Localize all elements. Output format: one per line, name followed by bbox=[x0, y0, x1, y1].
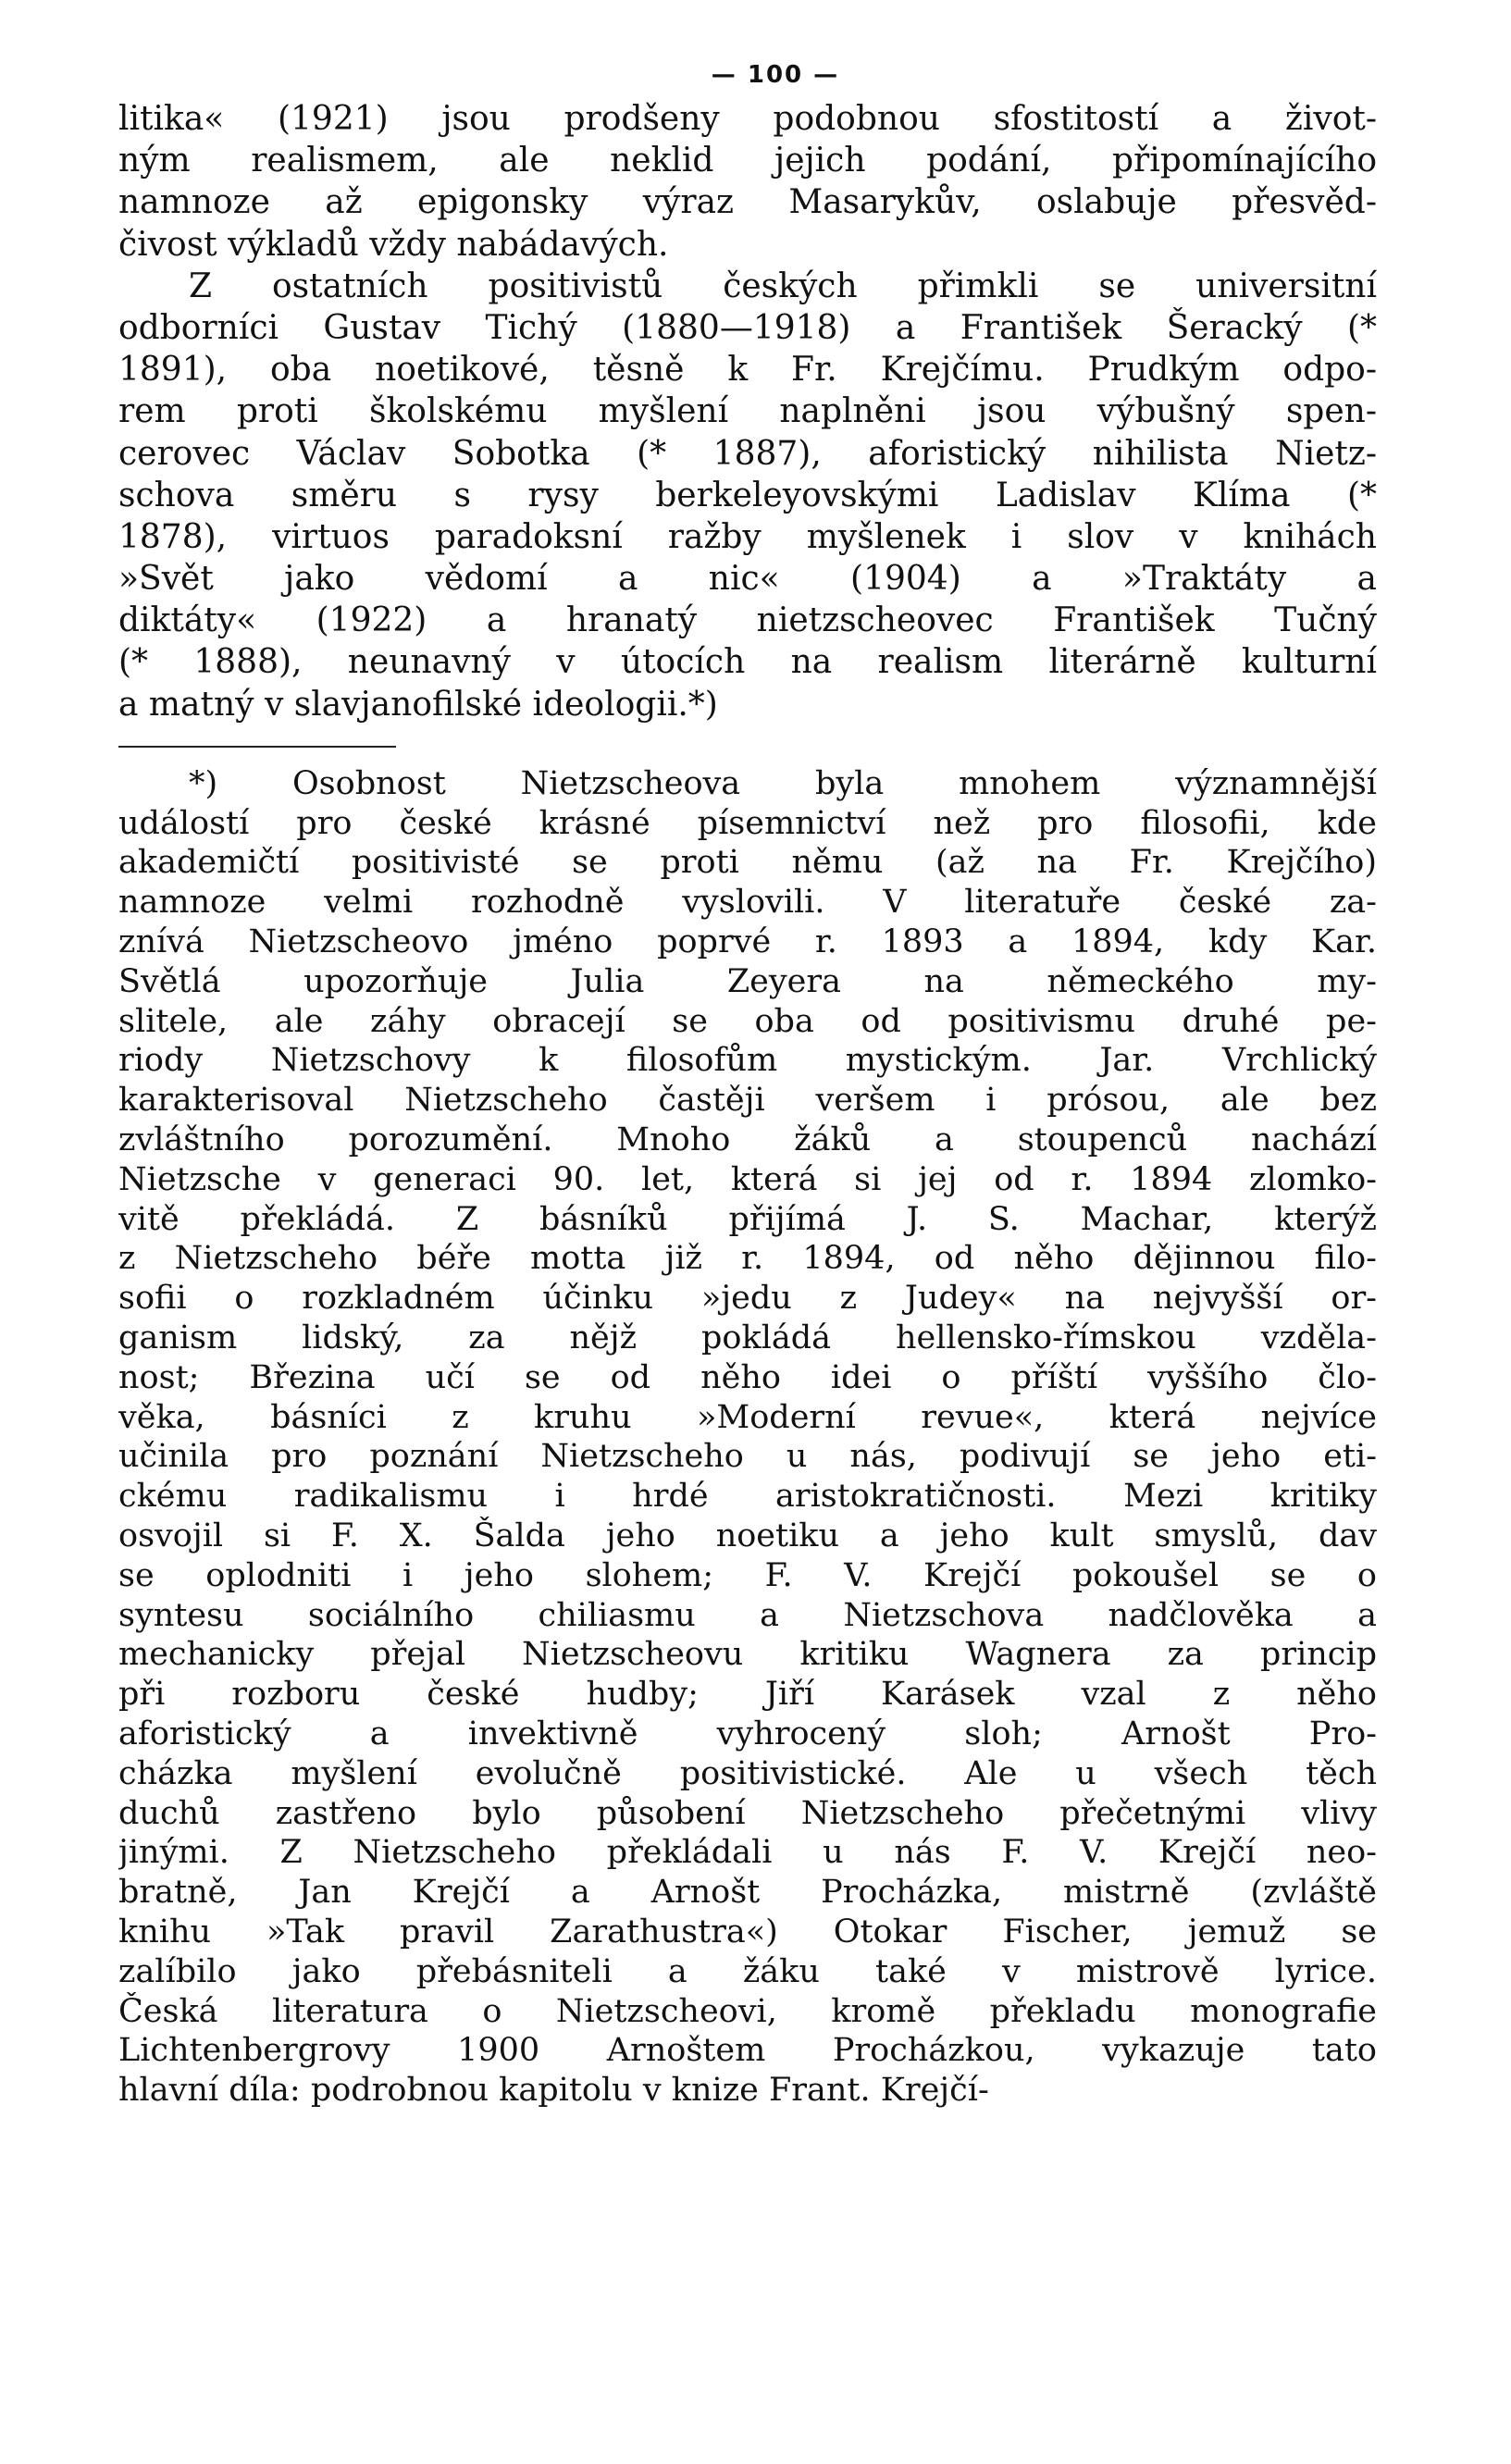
text-line: a matný v slavjanofilské ideologii.*) bbox=[118, 685, 718, 724]
text-line: cerovec Václav Sobotka (* 1887), aforistický nihilista Nietz- bbox=[118, 434, 1377, 473]
footnote-line: knihu »Tak pravil Zarathustra«) Otokar Fischer, jemuž se bbox=[118, 1913, 1377, 1950]
footnote-line: ganism lidský, za nějž pokládá hellensko-římskou vzděla- bbox=[118, 1319, 1377, 1356]
footnote-line: Nietzsche v generaci 90. let, která si jej od r. 1894 zlomko- bbox=[118, 1160, 1377, 1198]
text-line: (* 1888), neunavný v útocích na realism literárně kulturní bbox=[118, 643, 1377, 682]
footnote-line: se oplodniti i jeho slohem; F. V. Krejčí pokoušel se o bbox=[118, 1556, 1377, 1594]
text-line: ným realismem, ale neklid jejich podání, připomínajícího bbox=[118, 142, 1377, 180]
text-line: rem proti školskému myšlení naplněni jsou výbušný spen- bbox=[118, 392, 1377, 431]
text-line: odborníci Gustav Tichý (1880—1918) a František Šeracký (* bbox=[118, 308, 1377, 347]
footnote-line: nost; Březina učí se od něho idei o příští vyššího člo- bbox=[118, 1358, 1377, 1396]
text-line: čivost výkladů vždy nabádavých. bbox=[118, 225, 669, 264]
footnote-line: Lichtenbergrovy 1900 Arnoštem Procházkou, vykazuje tato bbox=[118, 2032, 1377, 2070]
footnote-line: hlavní díla: podrobnou kapitolu v knize Frant. Krejčí- bbox=[118, 2072, 989, 2110]
footnote-line: cházka myšlení evolučně positivistické. Ale u všech těch bbox=[118, 1754, 1377, 1792]
footnote-line: znívá Nietzscheovo jméno poprvé r. 1893 a 1894, kdy Kar. bbox=[118, 923, 1377, 960]
page-number: — 100 — bbox=[711, 61, 840, 89]
footnote-line: karakterisoval Nietzscheho častěji veršem i prósou, ale bez bbox=[118, 1082, 1377, 1120]
footnote-line: slitele, ale záhy obracejí se oba od positivismu druhé pe- bbox=[118, 1002, 1377, 1040]
footnote-line: akademičtí positivisté se proti němu (až na Fr. Krejčího) bbox=[118, 844, 1377, 882]
footnote-line: zvláštního porozumění. Mnoho žáků a stoupenců nachází bbox=[118, 1121, 1377, 1158]
footnote-line: Světlá upozorňuje Julia Zeyera na německého my- bbox=[118, 962, 1377, 1000]
text-line: Z ostatních positivistů českých přimkli se universitní bbox=[189, 266, 1377, 305]
footnote-line: namnoze velmi rozhodně vyslovili. V literatuře české za- bbox=[118, 884, 1377, 922]
footnote-line: duchů zastřeno bylo působení Nietzscheho přečetnými vlivy bbox=[118, 1794, 1377, 1832]
footnote-line: vitě překládá. Z básníků přijímá J. S. Machar, kterýž bbox=[118, 1200, 1377, 1238]
footnote-line: riody Nietzschovy k filosofům mystickým. Jar. Vrchlický bbox=[118, 1042, 1377, 1080]
footnote-line: *) Osobnost Nietzscheova byla mnohem významnější bbox=[189, 764, 1377, 802]
footnote-line: událostí pro české krásné písemnictví než pro filosofii, kde bbox=[118, 804, 1377, 842]
main-paragraphs bbox=[118, 98, 1377, 725]
footnote-line: jinými. Z Nietzscheho překládali u nás F. V. Krejčí neo- bbox=[118, 1834, 1377, 1872]
text-line: 1878), virtuos paradoksní ražby myšlenek i slov v knihách bbox=[118, 517, 1377, 556]
footnote-line: bratně, Jan Krejčí a Arnošt Procházka, mistrně (zvláště bbox=[118, 1874, 1377, 1912]
text-line: litika« (1921) jsou prodšeny podobnou sfostitostí a život- bbox=[118, 100, 1377, 138]
text-line: namnoze až epigonsky výraz Masarykův, oslabuje přesvěd- bbox=[118, 183, 1377, 222]
text-line: diktáty« (1922) a hranatý nietzscheovec František Tučný bbox=[118, 601, 1377, 640]
footnote-line: sofii o rozkladném účinku »jedu z Judey« na nejvyšší or- bbox=[118, 1280, 1377, 1318]
footnote-line: aforistický a invektivně vyhrocený sloh; Arnošt Pro- bbox=[118, 1715, 1377, 1752]
footnote-line: věka, básníci z kruhu »Moderní revue«, která nejvíce bbox=[118, 1398, 1377, 1436]
footnote bbox=[118, 764, 1377, 2111]
footnote-line: syntesu sociálního chiliasmu a Nietzschova nadčlověka a bbox=[118, 1596, 1377, 1634]
footnote-line: ckému radikalismu i hrdé aristokratičnosti. Mezi kritiky bbox=[118, 1478, 1377, 1516]
book-page bbox=[118, 52, 1377, 2111]
footnote-line: při rozboru české hudby; Jiří Karásek vzal z něho bbox=[118, 1676, 1377, 1714]
text-line: 1891), oba noetikové, těsně k Fr. Krejčímu. Prudkým odpo- bbox=[118, 351, 1377, 390]
footnote-line: mechanicky přejal Nietzscheovu kritiku Wagnera za princip bbox=[118, 1636, 1377, 1674]
footnote-line: osvojil si F. X. Šalda jeho noetiku a jeho kult smyslů, dav bbox=[118, 1517, 1377, 1554]
text-line: »Svět jako vědomí a nic« (1904) a »Traktáty a bbox=[118, 560, 1377, 599]
footnote-line: zalíbilo jako přebásniteli a žáku také v mistrově lyrice. bbox=[118, 1952, 1377, 1990]
footnote-separator bbox=[118, 746, 396, 748]
text-line: schova směru s rysy berkeleyovskými Ladislav Klíma (* bbox=[118, 476, 1377, 514]
footnote-line: učinila pro poznání Nietzscheho u nás, podivují se jeho eti- bbox=[118, 1438, 1377, 1476]
footnote-line: z Nietzscheho béře motta již r. 1894, od něho dějinnou filo- bbox=[118, 1240, 1377, 1278]
footnote-line: Česká literatura o Nietzscheovi, kromě překladu monografie bbox=[118, 1992, 1377, 2030]
